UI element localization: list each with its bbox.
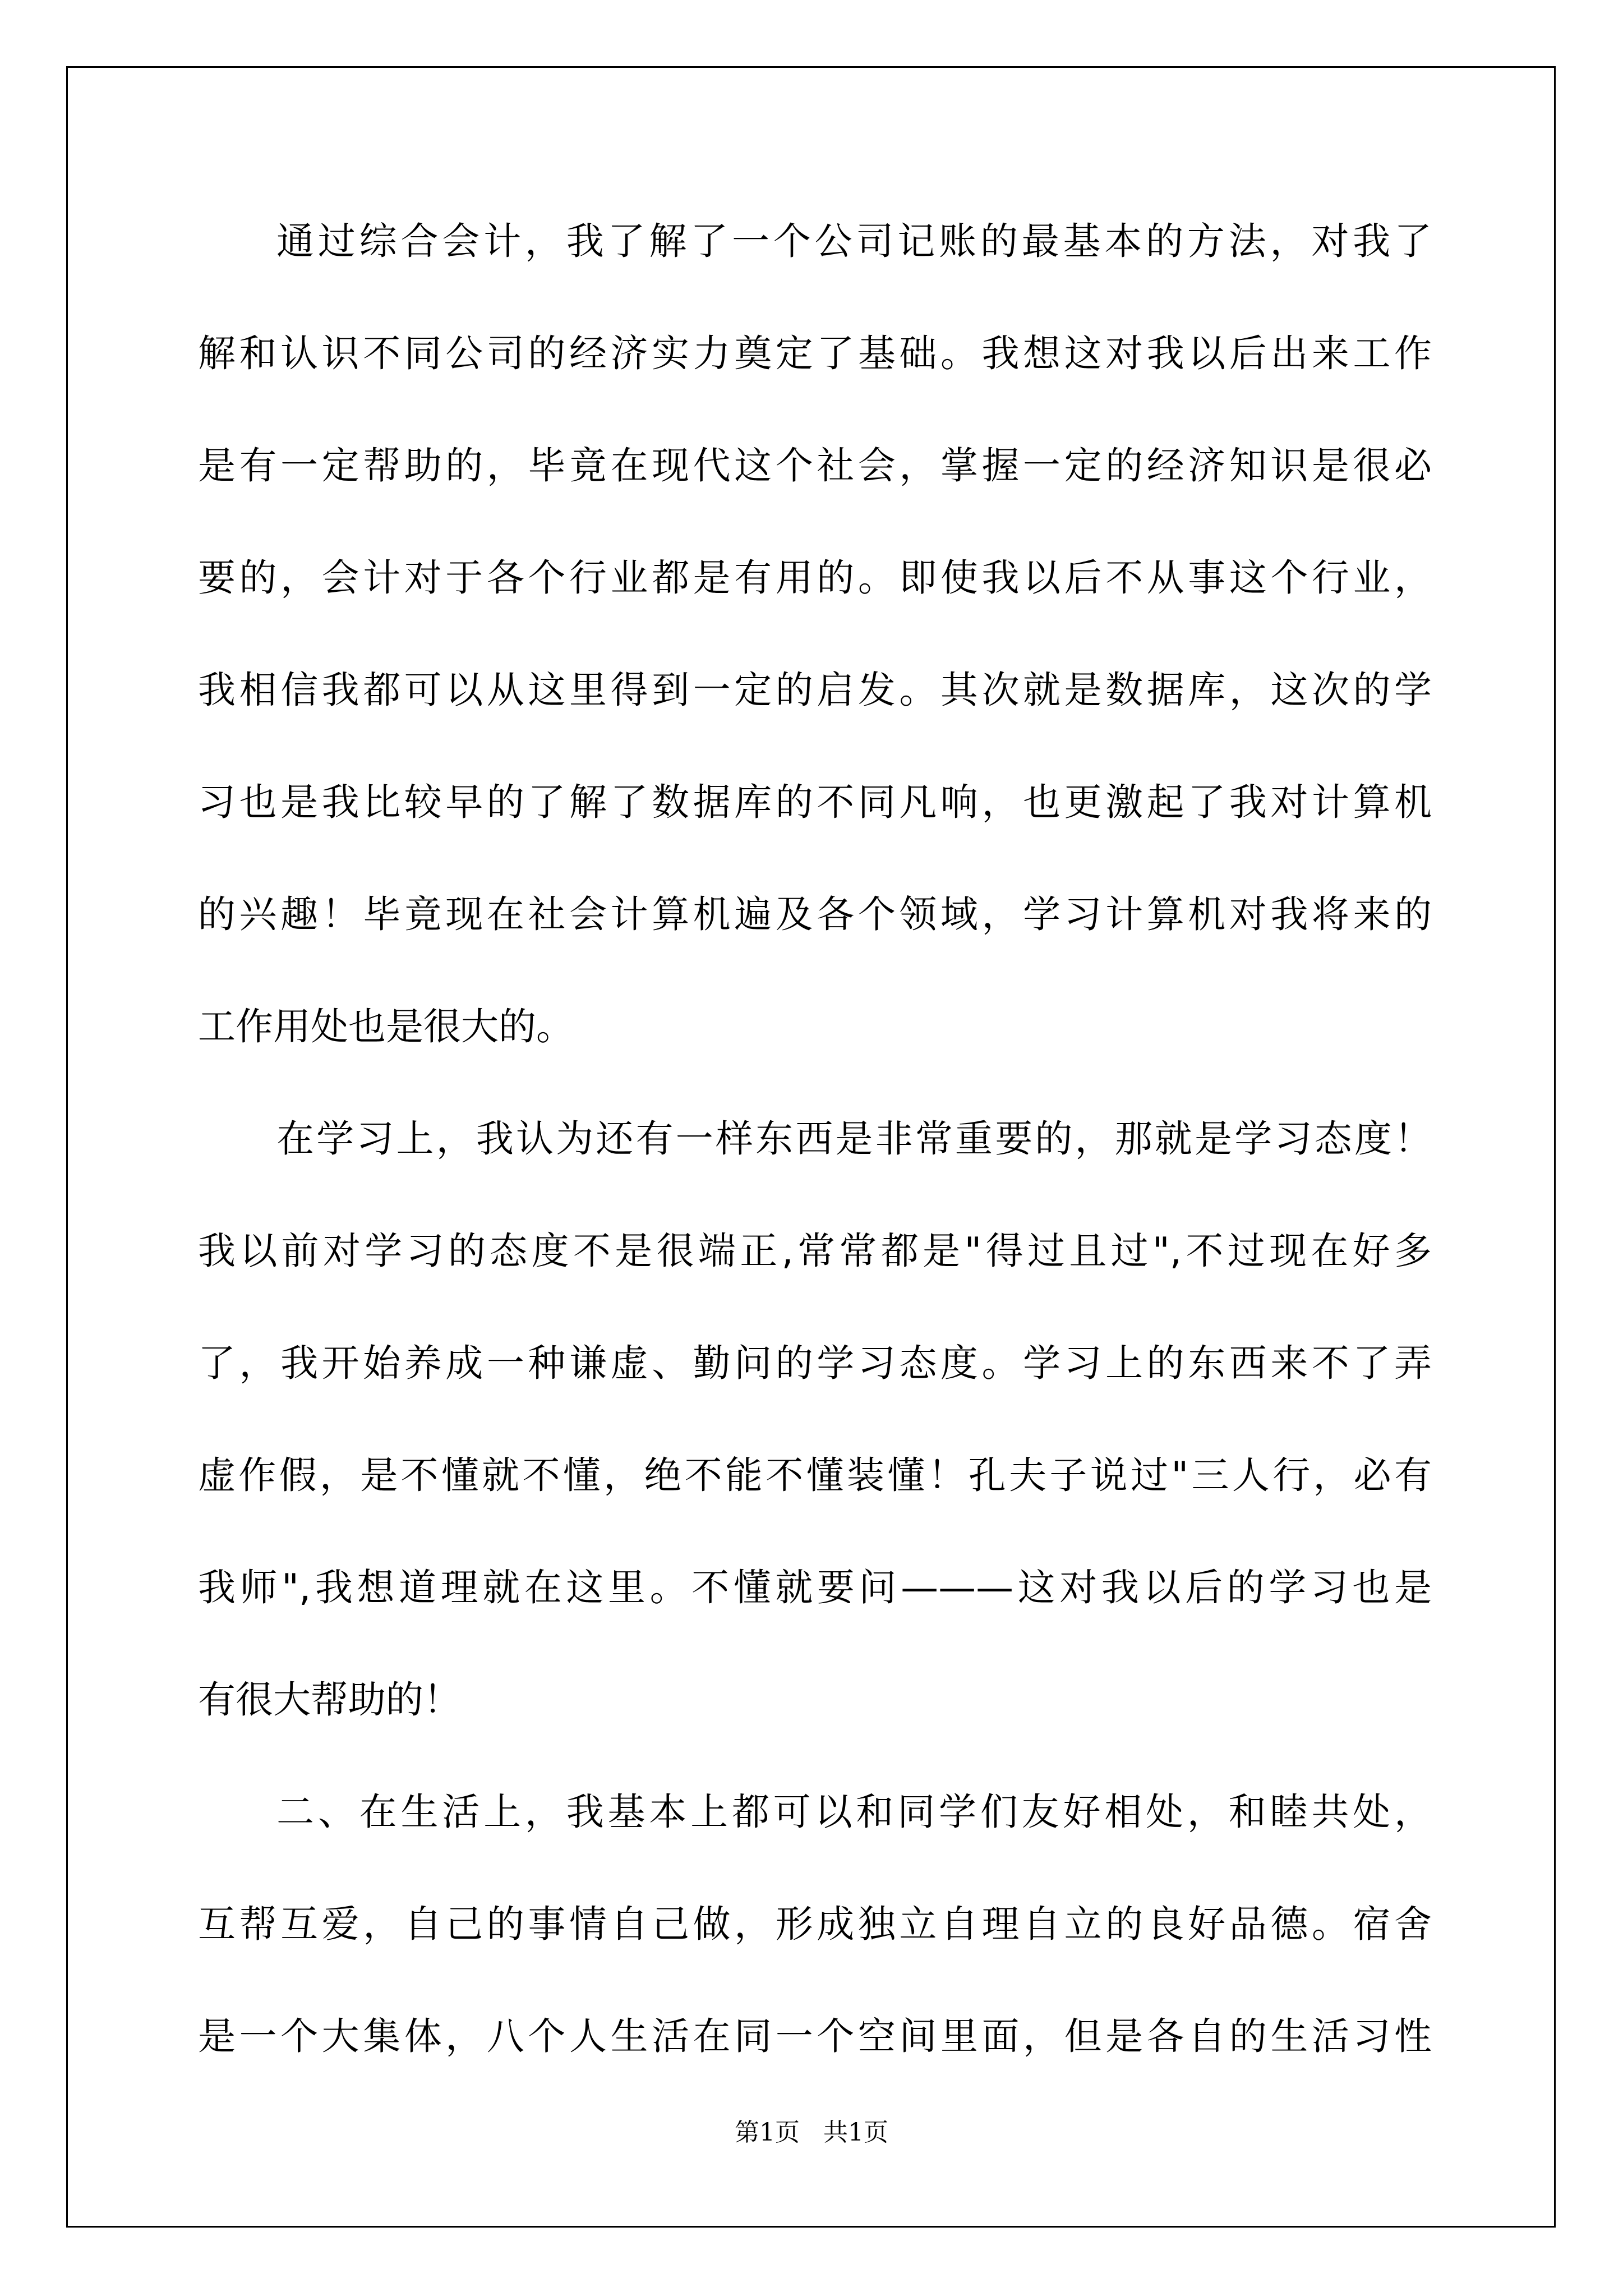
- paragraph-2-line-6: 有很大帮助的！: [198, 1678, 461, 1722]
- paragraph-3-line-2: 互帮互爱，自己的事情自己做，形成独立自理自立的良好品德。宿舍: [198, 1902, 1432, 1946]
- paragraph-3-line-3: 是一个大集体，八个人生活在同一个空间里面，但是各自的生活习性: [198, 2014, 1432, 2058]
- paragraph-3-line-1: 二、在生活上，我基本上都可以和同学们友好相处，和睦共处，: [276, 1790, 1432, 1834]
- paragraph-1-line-2: 解和认识不同公司的经济实力奠定了基础。我想这对我以后出来工作: [198, 332, 1432, 375]
- paragraph-1-line-3: 是有一定帮助的，毕竟在现代这个社会，掌握一定的经济知识是很必: [198, 444, 1432, 487]
- paragraph-2-line-5: 我师",我想道理就在这里。不懂就要问———这对我以后的学习也是: [198, 1566, 1432, 1609]
- paragraph-2-line-2: 我以前对学习的态度不是很端正,常常都是"得过且过",不过现在好多: [198, 1229, 1432, 1273]
- paragraph-2-line-1: 在学习上，我认为还有一样东西是非常重要的，那就是学习态度！: [276, 1117, 1432, 1161]
- page-number-footer: 第1页 共1页: [735, 2118, 888, 2147]
- paragraph-1-line-1: 通过综合会计，我了解了一个公司记账的最基本的方法，对我了: [276, 219, 1432, 263]
- paragraph-2-line-3: 了，我开始养成一种谦虚、勤问的学习态度。学习上的东西来不了弄: [198, 1341, 1432, 1385]
- paragraph-1-line-8: 工作用处也是很大的。: [198, 1005, 574, 1048]
- paragraph-1-line-7: 的兴趣！毕竟现在社会计算机遍及各个领域，学习计算机对我将来的: [198, 892, 1432, 936]
- paragraph-1-line-4: 要的，会计对于各个行业都是有用的。即使我以后不从事这个行业，: [198, 556, 1432, 600]
- paragraph-1-line-5: 我相信我都可以从这里得到一定的启发。其次就是数据库，这次的学: [198, 668, 1432, 712]
- paragraph-2-line-4: 虚作假，是不懂就不懂，绝不能不懂装懂！孔夫子说过"三人行，必有: [198, 1453, 1432, 1497]
- paragraph-1-line-6: 习也是我比较早的了解了数据库的不同凡响，也更激起了我对计算机: [198, 780, 1432, 824]
